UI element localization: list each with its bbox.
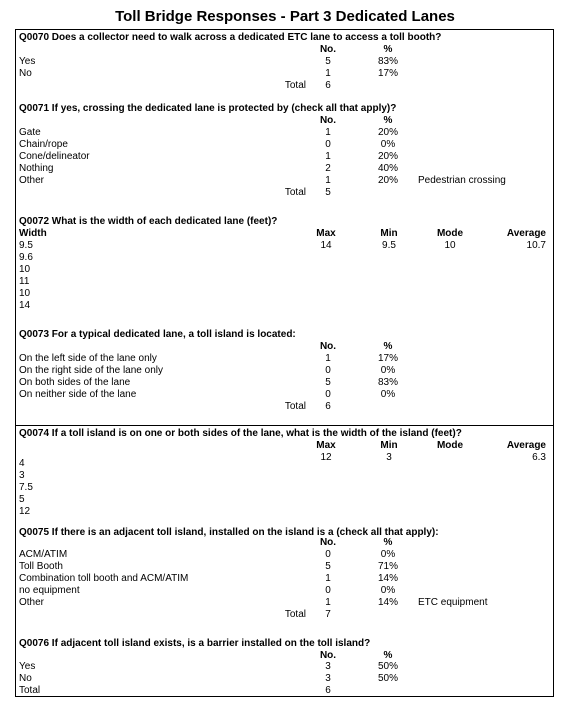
row-label: Gate xyxy=(19,127,41,138)
row-count: 0 xyxy=(325,365,331,376)
total-row xyxy=(16,609,553,621)
stat-average: 6.3 xyxy=(532,452,546,463)
stat-average: 10.7 xyxy=(526,240,546,251)
row-note: ETC equipment xyxy=(418,597,488,608)
width-value: 7.5 xyxy=(19,482,33,493)
total-label: Total xyxy=(19,685,41,696)
col-header-pct: % xyxy=(383,341,393,352)
width-value: 9.5 xyxy=(19,240,33,251)
row-count: 3 xyxy=(325,673,331,684)
col-header-average: Average xyxy=(506,440,546,451)
width-value: 10 xyxy=(19,288,31,299)
row-label: Other xyxy=(19,175,45,186)
total-count: 5 xyxy=(325,187,331,198)
row-count: 5 xyxy=(325,561,331,572)
table-row xyxy=(16,482,553,494)
section-q0075 xyxy=(16,525,553,633)
section-q0076 xyxy=(16,636,553,698)
table-row xyxy=(16,377,553,389)
row-percent: 0% xyxy=(380,585,396,596)
section-q0071 xyxy=(16,101,553,207)
table-row xyxy=(16,597,553,609)
row-percent: 40% xyxy=(377,163,398,174)
col-header-no: No. xyxy=(319,115,337,126)
width-value: 11 xyxy=(19,276,30,287)
row-count: 1 xyxy=(325,68,331,79)
col-header-width: Width xyxy=(19,228,47,239)
width-value: 9.6 xyxy=(19,252,33,263)
row-count: 1 xyxy=(325,127,331,138)
width-value: 14 xyxy=(19,300,31,311)
width-value: 3 xyxy=(19,470,25,481)
question-q0070: Q0070 Does a collector need to walk across a dedicated ETC lane to access a toll booth? xyxy=(19,32,442,43)
header-row xyxy=(16,440,553,452)
table-row xyxy=(16,494,553,506)
row-label: Chain/rope xyxy=(19,139,68,150)
row-percent: 50% xyxy=(377,673,398,684)
col-header-pct: % xyxy=(383,44,393,55)
table-row xyxy=(16,673,553,685)
row-count: 3 xyxy=(325,661,331,672)
col-header-no: No. xyxy=(319,537,337,548)
row-percent: 17% xyxy=(377,68,398,79)
question-q0072: Q0072 What is the width of each dedicated lane (feet)? xyxy=(19,216,278,227)
total-count: 7 xyxy=(325,609,331,620)
table-row xyxy=(16,264,553,276)
table-row xyxy=(16,506,553,518)
row-count: 1 xyxy=(325,353,331,364)
stat-max: 12 xyxy=(320,452,332,463)
row-percent: 83% xyxy=(377,377,398,388)
table-row xyxy=(16,353,553,365)
row-label: Combination toll booth and ACM/ATIM xyxy=(19,573,189,584)
row-percent: 0% xyxy=(380,139,396,150)
col-header-max: Max xyxy=(316,228,336,239)
stat-min: 9.5 xyxy=(382,240,396,251)
stat-min: 3 xyxy=(386,452,392,463)
row-label: Cone/delineator xyxy=(19,151,90,162)
row-label: On neither side of the lane xyxy=(19,389,137,400)
col-header-mode: Mode xyxy=(436,440,464,451)
width-value: 10 xyxy=(19,264,31,275)
total-row xyxy=(16,187,553,199)
row-percent: 50% xyxy=(377,661,398,672)
total-label: Total xyxy=(284,609,306,620)
table-row xyxy=(16,661,553,673)
total-row xyxy=(16,80,553,92)
row-label: On the left side of the lane only xyxy=(19,353,157,364)
row-percent: 20% xyxy=(377,127,398,138)
table-row xyxy=(16,56,553,68)
header-row xyxy=(16,341,553,353)
row-label: Yes xyxy=(19,661,36,672)
col-header-min: Min xyxy=(380,228,398,239)
table-row xyxy=(16,549,553,561)
question-q0075: Q0075 If there is an adjacent toll island, installed on the island is a (check all that apply): xyxy=(19,527,439,538)
row-percent: 14% xyxy=(377,597,398,608)
col-header-max: Max xyxy=(316,440,336,451)
question-q0074: Q0074 If a toll island is on one or both sides of the lane, what is the width of the island (feet)? xyxy=(19,428,462,439)
table-row xyxy=(16,470,553,482)
header-row xyxy=(16,44,553,56)
stat-max: 14 xyxy=(320,240,332,251)
row-count: 0 xyxy=(325,585,331,596)
row-percent: 17% xyxy=(377,353,398,364)
row-label: Toll Booth xyxy=(19,561,63,572)
row-percent: 0% xyxy=(380,389,396,400)
row-count: 1 xyxy=(325,597,331,608)
row-percent: 14% xyxy=(377,573,398,584)
row-percent: 71% xyxy=(377,561,398,572)
col-header-no: No. xyxy=(319,44,337,55)
table-row xyxy=(16,573,553,585)
total-count: 6 xyxy=(325,401,331,412)
header-row xyxy=(16,228,553,240)
width-value: 5 xyxy=(19,494,25,505)
total-row xyxy=(16,685,553,697)
total-row xyxy=(16,401,553,413)
table-row xyxy=(16,458,553,470)
question-q0076: Q0076 If adjacent toll island exists, is a barrier installed on the toll island? xyxy=(19,638,371,649)
header-row xyxy=(16,115,553,127)
question-q0071: Q0071 If yes, crossing the dedicated lane is protected by (check all that apply)? xyxy=(19,103,397,114)
row-label: No xyxy=(19,68,32,79)
row-percent: 20% xyxy=(377,175,398,186)
row-percent: 0% xyxy=(380,549,396,560)
table-row xyxy=(16,252,553,264)
table-row xyxy=(16,300,553,312)
row-count: 5 xyxy=(325,377,331,388)
row-count: 2 xyxy=(325,163,331,174)
col-header-mode: Mode xyxy=(436,228,464,239)
total-label: Total xyxy=(284,187,306,198)
page-title: Toll Bridge Responses - Part 3 Dedicated Lanes xyxy=(115,8,455,25)
col-header-no: No. xyxy=(319,650,337,661)
row-percent: 20% xyxy=(377,151,398,162)
row-label: ACM/ATIM xyxy=(19,549,68,560)
row-label: Other xyxy=(19,597,45,608)
col-header-average: Average xyxy=(506,228,546,239)
col-header-pct: % xyxy=(383,650,393,661)
row-count: 0 xyxy=(325,139,331,150)
table-row xyxy=(16,276,553,288)
total-label: Total xyxy=(284,80,306,91)
col-header-min: Min xyxy=(380,440,398,451)
table-row xyxy=(16,585,553,597)
total-count: 6 xyxy=(325,80,331,91)
row-count: 1 xyxy=(325,151,331,162)
header-row xyxy=(16,537,553,549)
width-value: 12 xyxy=(19,506,31,517)
stat-mode: 10 xyxy=(444,240,456,251)
row-count: 1 xyxy=(325,175,331,186)
table-row xyxy=(16,127,553,139)
table-row xyxy=(16,68,553,80)
total-label: Total xyxy=(284,401,306,412)
section-q0070 xyxy=(16,30,553,92)
row-percent: 0% xyxy=(380,365,396,376)
table-row xyxy=(16,561,553,573)
section-q0072 xyxy=(16,214,553,338)
table-row xyxy=(16,288,553,300)
table-row xyxy=(16,139,553,151)
row-note: Pedestrian crossing xyxy=(418,175,506,186)
responses-table xyxy=(15,29,554,697)
col-header-pct: % xyxy=(383,537,393,548)
row-count: 5 xyxy=(325,56,331,67)
row-label: On both sides of the lane xyxy=(19,377,131,388)
col-header-pct: % xyxy=(383,115,393,126)
table-row xyxy=(16,175,553,187)
row-label: Yes xyxy=(19,56,36,67)
question-q0073: Q0073 For a typical dedicated lane, a toll island is located: xyxy=(19,329,296,340)
row-label: no equipment xyxy=(19,585,80,596)
table-row xyxy=(16,151,553,163)
row-count: 0 xyxy=(325,389,331,400)
row-count: 0 xyxy=(325,549,331,560)
row-count: 1 xyxy=(325,573,331,584)
table-row xyxy=(16,240,553,252)
row-label: Nothing xyxy=(19,163,54,174)
row-label: On the right side of the lane only xyxy=(19,365,163,376)
row-percent: 83% xyxy=(377,56,398,67)
table-row xyxy=(16,389,553,401)
table-row xyxy=(16,365,553,377)
total-count: 6 xyxy=(325,685,331,696)
table-row xyxy=(16,163,553,175)
width-value: 4 xyxy=(19,458,25,469)
row-label: No xyxy=(19,673,32,684)
col-header-no: No. xyxy=(319,341,337,352)
